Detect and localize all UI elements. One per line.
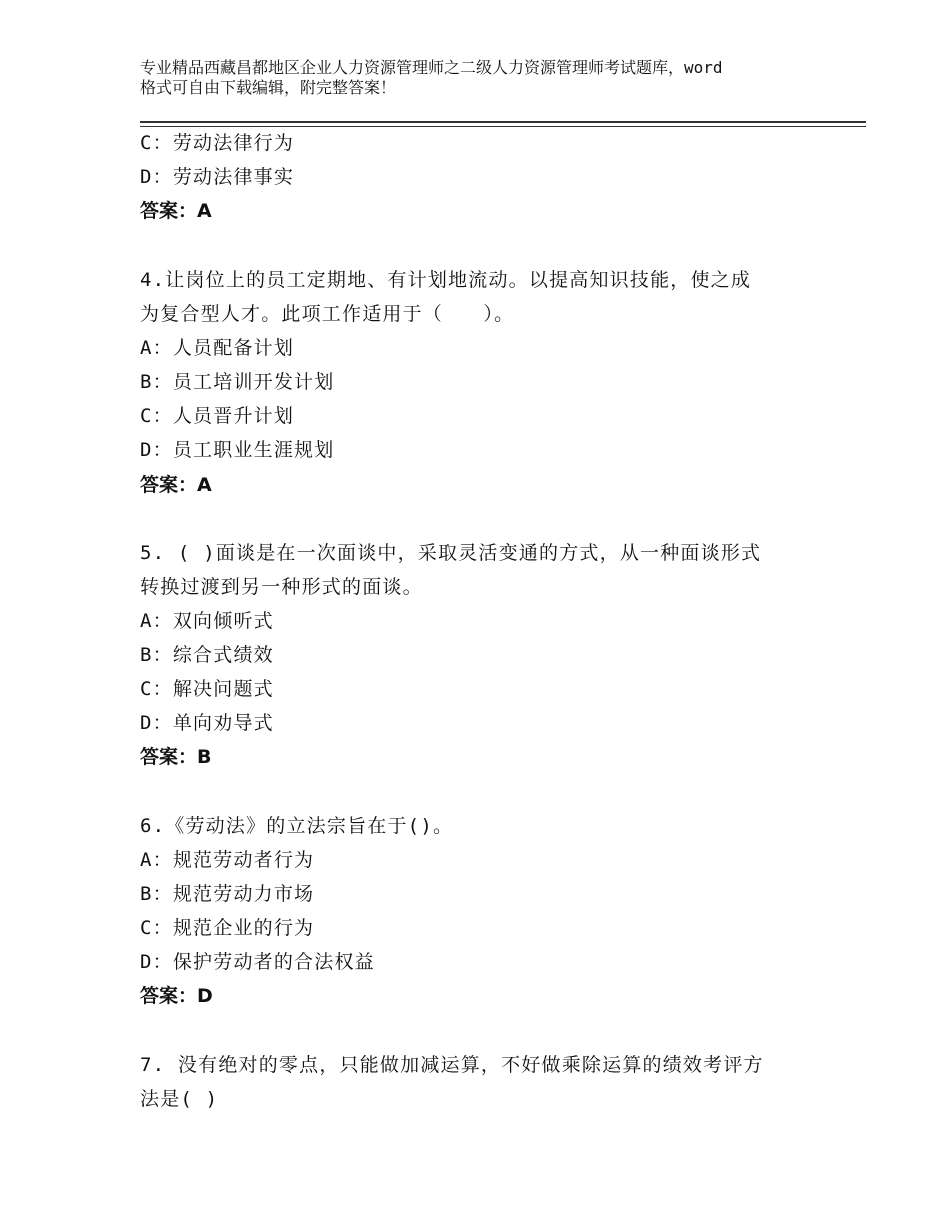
q6-stem-line-1: 6.《劳动法》的立法宗旨在于()。 xyxy=(140,815,454,837)
q6-option-c: C：规范企业的行为 xyxy=(140,917,315,939)
header-line-1: 专业精品西藏昌都地区企业人力资源管理师之二级人力资源管理师考试题库，word xyxy=(140,58,723,77)
header-line-2: 格式可自由下载编辑，附完整答案！ xyxy=(140,78,397,97)
q4-stem-line-2: 为复合型人才。此项工作适用于（ ）。 xyxy=(140,303,515,325)
q5-option-b: B：综合式绩效 xyxy=(140,644,274,666)
q4-stem-line-1: 4.让岗位上的员工定期地、有计划地流动。以提高知识技能，使之成 xyxy=(140,269,752,291)
q7-stem-line-1: 7. 没有绝对的零点，只能做加减运算，不好做乘除运算的绩效考评方 xyxy=(140,1054,764,1076)
q3-answer: 答案：A xyxy=(140,200,212,222)
q3-option-d: D：劳动法律事实 xyxy=(140,166,295,188)
q5-answer: 答案：B xyxy=(140,746,212,768)
q5-option-a: A：双向倾听式 xyxy=(140,610,274,632)
q4-option-d: D：员工职业生涯规划 xyxy=(140,439,335,461)
q5-stem-line-1: 5. ( )面谈是在一次面谈中，采取灵活变通的方式，从一种面谈形式 xyxy=(140,542,762,564)
q5-stem-line-2: 转换过渡到另一种形式的面谈。 xyxy=(140,576,423,598)
q6-option-b: B：规范劳动力市场 xyxy=(140,883,315,905)
q7-stem-line-2: 法是( ) xyxy=(140,1088,219,1110)
document-header xyxy=(140,58,840,98)
q4-option-b: B：员工培训开发计划 xyxy=(140,371,335,393)
q4-option-a: A：人员配备计划 xyxy=(140,337,295,359)
header-divider-thin xyxy=(140,126,866,127)
q4-option-c: C：人员晋升计划 xyxy=(140,405,295,427)
header-divider-thick xyxy=(140,121,866,123)
q6-answer: 答案：D xyxy=(140,985,213,1007)
q6-option-a: A：规范劳动者行为 xyxy=(140,849,315,871)
q4-answer: 答案：A xyxy=(140,474,212,496)
q5-option-d: D：单向劝导式 xyxy=(140,712,274,734)
q5-option-c: C：解决问题式 xyxy=(140,678,274,700)
q3-option-c: C：劳动法律行为 xyxy=(140,132,295,154)
q6-option-d: D：保护劳动者的合法权益 xyxy=(140,951,375,973)
